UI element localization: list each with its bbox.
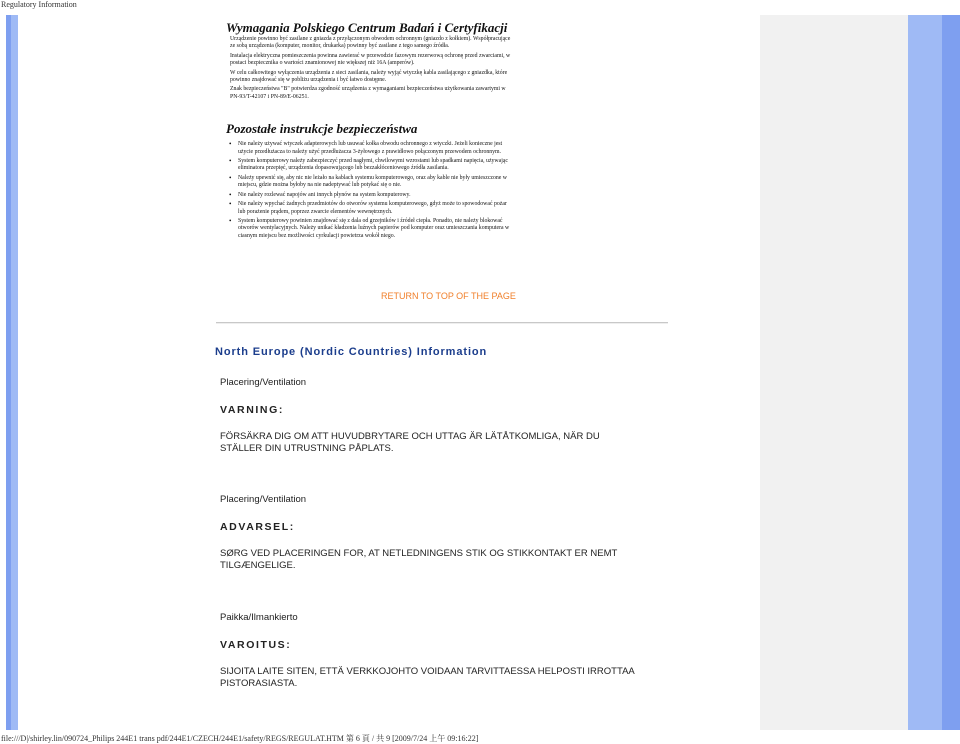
danish-warning-heading: ADVARSEL: xyxy=(220,521,295,533)
right-frame-border xyxy=(908,15,960,730)
scan-bullet-item: • Nie należy używać wtyczek adapterowych lub usuwać kołka obwodu ochronnego z wtyczki. Jeżeli konieczne jest użycie przedłużacza to należy użyć przedłużacza 3-żyłowego z prawidłowo połączonym przewodem ochronnym. xyxy=(229,140,503,155)
polish-certification-scan xyxy=(226,20,512,266)
scan-paragraph: Instalacja elektryczna pomieszczenia powinna zawierać w przewodzie fazowym rezerwową ochronę przed zwarciami, w postaci bezpiecznika o wartości znamionowej nie większej niż 16A (amperów). xyxy=(230,52,511,67)
scan-bullet-list xyxy=(226,141,512,240)
finnish-warning-heading: VAROITUS: xyxy=(220,639,292,651)
finnish-warning-text: SIJOITA LAITE SITEN, ETTÄ VERKKOJOHTO VOIDAAN TARVITTAESSA HELPOSTI IRROTTAA PISTORASIASTA. xyxy=(220,666,635,689)
swedish-warning-heading: VARNING: xyxy=(220,404,284,416)
danish-warning-text: SØRG VED PLACERINGEN FOR, AT NETLEDNINGENS STIK OG STIKKONTAKT ER NEMT TILGÆNGELIGE. xyxy=(220,548,618,571)
finnish-placement-label: Paikka/Ilmankierto xyxy=(220,612,298,623)
scan-heading-certification: Wymagania Polskiego Centrum Badań i Certyfikacji xyxy=(226,20,508,35)
scan-paragraph: W celu całkowitego wyłączenia urządzenia z sieci zasilania, należy wyjąć wtyczkę kabla zasilającego z gniazdka, które powinno znajdować się w pobliżu urządzenia i być łatwo dostępne. xyxy=(230,69,508,84)
return-to-top-link[interactable]: RETURN TO TOP OF THE PAGE xyxy=(381,291,516,301)
file-path-footer: file:///D|/shirley.lin/090724_Philips 244E1 trans pdf/244E1/CZECH/244E1/safety/REGS/REGULAT.HTM 第 6 頁 / 共 9 [2009/7/24 上午 09:16:22] xyxy=(1,734,479,743)
right-grey-column xyxy=(760,15,908,730)
scan-paragraph: Urządzenie powinno być zasilane z gniazda z przyłączonym obwodem ochronnym (gniazdo z kołkiem). Współpracujące ze sobą urządzenia (komputer, monitor, drukarka) powinny być zasilane z tego samego źródła. xyxy=(230,36,511,50)
swedish-placement-label: Placering/Ventilation xyxy=(220,377,307,388)
scan-heading-safety: Pozostałe instrukcje bezpieczeństwa xyxy=(226,121,418,137)
scan-paragraph: Znak bezpieczeństwa "B" potwierdza zgodność urządzenia z wymaganiami bezpieczeństwa użytkowania zawartymi w PN-93/T-42107 i PN-89/E-06251. xyxy=(230,86,506,100)
left-frame-border xyxy=(6,15,18,730)
scan-bullet-item: • System komputerowy powinien znajdować się z dala od grzejników i źródeł ciepła. Ponadto, nie należy blokować otworów wentylacyjnych. Należy unikać kładzenia luźnych papierów pod komputer oraz umieszczania komputera w ciasnym miejscu bez możliwości cyrkulacji powietrza wokół niego. xyxy=(229,216,510,239)
scan-bullet-item: • Nie należy wpychać żadnych przedmiotów do otworów systemu komputerowego, gdyż może to spowodować pożar lub porażenie prądem, poprzez zwarcie elementów wewnętrznych. xyxy=(229,200,507,215)
scan-bullet-item: • Należy upewnić się, aby nic nie leżało na kablach systemu komputerowego, oraz aby kable nie były umieszczone w miejscu, gdzie można byłoby na nie nadeptywać lub potykać się o nie. xyxy=(229,173,507,189)
scan-bullet-item: • System komputerowy należy zabezpieczyć przed nagłymi, chwilowymi wzrostami lub spadkami napięcia, używając eliminatora przepięć, urządzenia dopasowującego lub bezzakłóceniowego źródła zasilania. xyxy=(229,157,508,172)
page-header-title: Regulatory Information xyxy=(1,0,77,9)
danish-placement-label: Placering/Ventilation xyxy=(220,494,307,505)
swedish-warning-text: FÖRSÄKRA DIG OM ATT HUVUDBRYTARE OCH UTTAG ÄR LÄTÅTKOMLIGA, NÄR DU STÄLLER DIN UTRUSTNING PÅPLATS. xyxy=(220,431,600,454)
section-divider xyxy=(216,322,668,324)
scan-bullet-item: • Nie należy rozlewać napojów ani innych płynów na system komputerowy. xyxy=(229,190,411,199)
nordic-section-title: North Europe (Nordic Countries) Information xyxy=(215,346,488,358)
